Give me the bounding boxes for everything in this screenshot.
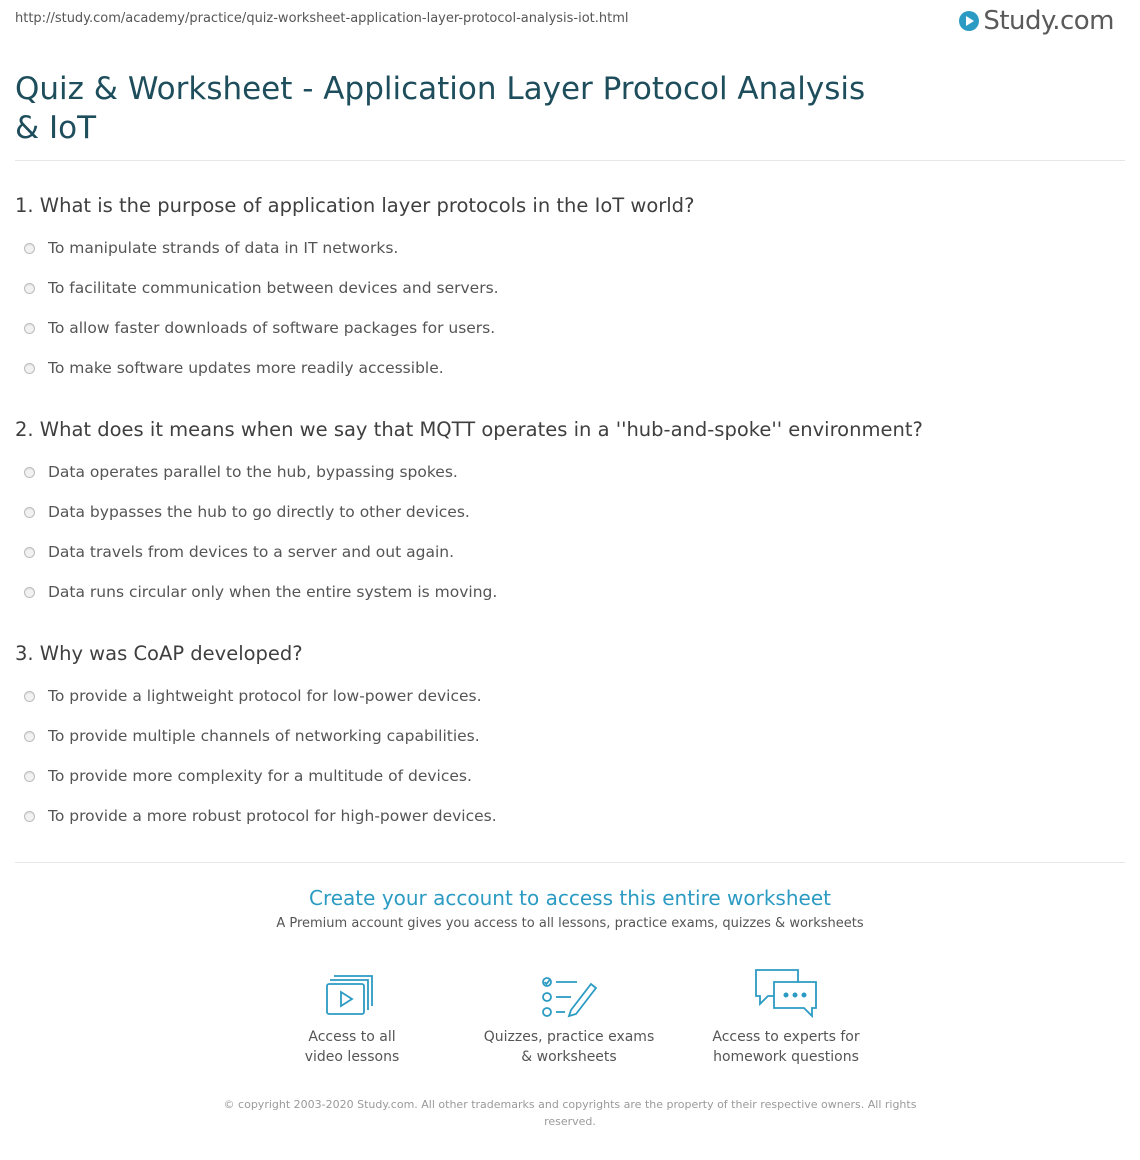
radio-button[interactable]: [24, 691, 35, 702]
question-text: 2. What does it means when we say that MQTT operates in a ''hub-and-spoke'' environment?: [15, 418, 923, 441]
radio-button[interactable]: [24, 323, 35, 334]
chat-bubbles-icon: [754, 968, 818, 1018]
answer-choice[interactable]: [15, 796, 1125, 836]
answer-choices: [15, 452, 1125, 612]
logo-text: Study.com: [983, 6, 1114, 36]
choice-label: Data operates parallel to the hub, bypassing spokes.: [48, 463, 458, 481]
feature-video-lessons: [262, 968, 442, 1067]
choice-label: Data runs circular only when the entire system is moving.: [48, 583, 498, 601]
answer-choice[interactable]: [15, 532, 1125, 572]
answer-choice[interactable]: [15, 572, 1125, 612]
play-logo-icon: [958, 10, 980, 32]
radio-button[interactable]: [24, 811, 35, 822]
radio-button[interactable]: [24, 547, 35, 558]
answer-choice[interactable]: [15, 756, 1125, 796]
answer-choice[interactable]: [15, 228, 1125, 268]
feature-label-line: homework questions: [713, 1049, 859, 1065]
radio-button[interactable]: [24, 771, 35, 782]
question-2: [15, 418, 1125, 612]
choice-label: Data travels from devices to a server and out again.: [48, 543, 455, 561]
choice-label: Data bypasses the hub to go directly to other devices.: [48, 503, 470, 521]
radio-button[interactable]: [24, 731, 35, 742]
choice-label: To provide a more robust protocol for high-power devices.: [48, 807, 497, 825]
feature-label-line: Access to experts for: [712, 1029, 860, 1045]
question-text: 3. Why was CoAP developed?: [15, 642, 303, 665]
choice-label: To make software updates more readily accessible.: [48, 359, 444, 377]
answer-choice[interactable]: [15, 676, 1125, 716]
radio-button[interactable]: [24, 467, 35, 478]
radio-button[interactable]: [24, 587, 35, 598]
radio-button[interactable]: [24, 283, 35, 294]
bottom-divider: [15, 862, 1125, 863]
feature-quizzes: [479, 968, 659, 1067]
answer-choice[interactable]: [15, 268, 1125, 308]
premium-description: A Premium account gives you access to all lessons, practice exams, quizzes & worksheets: [276, 916, 864, 931]
study-logo[interactable]: [958, 6, 1114, 36]
answer-choices: [15, 676, 1125, 836]
answer-choice[interactable]: [15, 492, 1125, 532]
answer-choice[interactable]: [15, 348, 1125, 388]
top-divider: [15, 160, 1125, 161]
page-url: http://study.com/academy/practice/quiz-worksheet-application-layer-protocol-analysis-iot.html: [15, 11, 629, 26]
answer-choice[interactable]: [15, 716, 1125, 756]
choice-label: To manipulate strands of data in IT networks.: [48, 239, 399, 257]
feature-label-line: Access to all: [308, 1029, 396, 1045]
copyright-footer: © copyright 2003-2020 Study.com. All other trademarks and copyrights are the property of their respective owners. All rights reserved.: [223, 1098, 917, 1128]
answer-choice[interactable]: [15, 452, 1125, 492]
answer-choice[interactable]: [15, 308, 1125, 348]
radio-button[interactable]: [24, 243, 35, 254]
radio-button[interactable]: [24, 363, 35, 374]
feature-label-line: video lessons: [304, 1049, 400, 1065]
question-1: [15, 194, 1125, 388]
choice-label: To allow faster downloads of software packages for users.: [48, 319, 496, 337]
question-text: 1. What is the purpose of application layer protocols in the IoT world?: [15, 194, 695, 217]
feature-experts: [696, 968, 876, 1067]
feature-label-line: & worksheets: [521, 1049, 617, 1065]
create-account-link[interactable]: Create your account to access this entire worksheet: [309, 886, 831, 910]
radio-button[interactable]: [24, 507, 35, 518]
video-lessons-icon: [326, 972, 378, 1018]
quiz-checklist-icon: [541, 976, 597, 1018]
question-3: [15, 642, 1125, 836]
choice-label: To provide a lightweight protocol for low-power devices.: [48, 687, 482, 705]
choice-label: To facilitate communication between devices and servers.: [48, 279, 499, 297]
page-title: Quiz & Worksheet - Application Layer Protocol Analysis & IoT: [15, 71, 866, 146]
choice-label: To provide multiple channels of networking capabilities.: [48, 727, 480, 745]
choice-label: To provide more complexity for a multitude of devices.: [48, 767, 472, 785]
answer-choices: [15, 228, 1125, 388]
feature-label-line: Quizzes, practice exams: [483, 1029, 655, 1045]
